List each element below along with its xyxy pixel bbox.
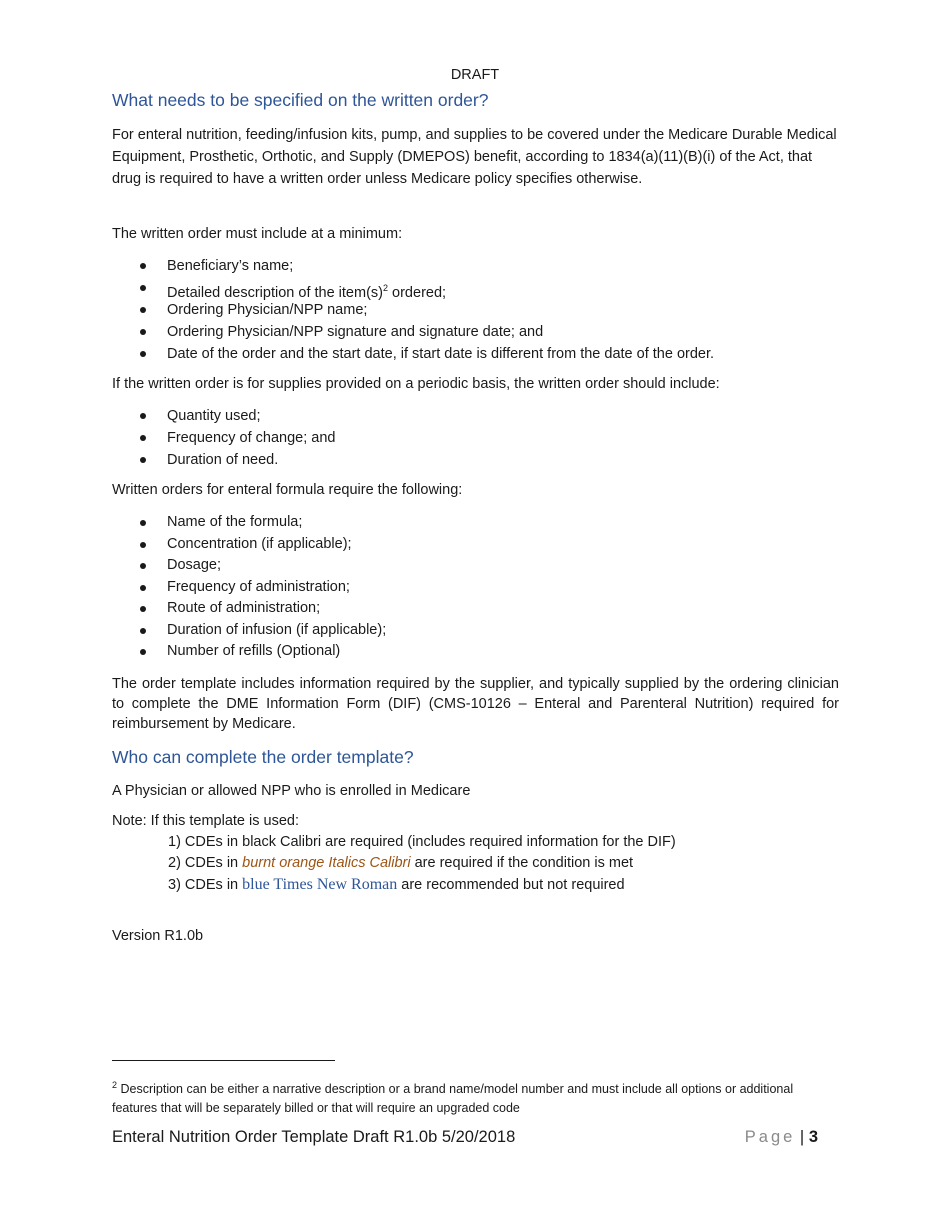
footnote-reference: 2 bbox=[383, 283, 389, 293]
minimum-intro: The written order must include at a minimum: bbox=[112, 226, 403, 242]
bullet-icon bbox=[140, 351, 146, 357]
page-footer bbox=[112, 1128, 818, 1147]
list-item: Concentration (if applicable); bbox=[140, 534, 386, 556]
list-item: Quantity used; bbox=[140, 405, 335, 427]
periodic-intro: If the written order is for supplies provided on a periodic basis, the written order should include: bbox=[112, 376, 720, 392]
bullet-icon bbox=[140, 606, 146, 612]
note-block bbox=[112, 811, 676, 896]
periodic-list bbox=[140, 405, 335, 471]
list-item: Duration of need. bbox=[140, 449, 335, 471]
list-item: Detailed description of the $item(s)^2$ ordered; bbox=[140, 277, 714, 299]
footnote-marker: 2 bbox=[112, 1079, 118, 1090]
footnote-divider bbox=[112, 1060, 335, 1061]
blue-style-sample: blue Times New Roman bbox=[242, 876, 398, 893]
minimum-list bbox=[140, 255, 714, 365]
heading-who-can-complete: Who can complete the order template? bbox=[112, 747, 414, 767]
list-item: Route of administration; bbox=[140, 598, 386, 620]
version-text: Version R1.0b bbox=[112, 928, 204, 944]
list-item: Frequency of administration; bbox=[140, 577, 386, 599]
formula-list bbox=[140, 512, 386, 663]
note-item-2: 2) CDEs in burnt orange Italics Calibri are required if the condition is met bbox=[168, 855, 634, 871]
answer-paragraph: A Physician or allowed NPP who is enrolled in Medicare bbox=[112, 783, 471, 799]
list-item: Ordering Physician/NPP name; bbox=[140, 299, 714, 321]
bullet-icon bbox=[140, 628, 146, 634]
bullet-icon bbox=[140, 585, 146, 591]
list-item: Frequency of change; and bbox=[140, 427, 335, 449]
orange-style-sample: burnt orange Italics Calibri bbox=[242, 855, 411, 871]
list-item: Name of the formula; bbox=[140, 512, 386, 534]
intro-paragraph: For enteral nutrition, feeding/infusion kits, pump, and supplies to be covered under the Medicare Durable Medical Equipment, Prosthetic, Orthotic, and Supply (DMEPOS) benefit, according to 1834(a)(11)(B)(i) of the Act, that drug is required to have a written order unless Medicare policy specifies otherwise. bbox=[112, 127, 837, 187]
bullet-icon bbox=[140, 307, 146, 313]
footer-title: Enteral Nutrition Order Template Draft R1.0b 5/20/2018 bbox=[112, 1128, 516, 1146]
note-item-1: 1) CDEs in black Calibri are required (includes required information for the DIF) bbox=[168, 834, 676, 850]
list-item: Dosage; bbox=[140, 555, 386, 577]
bullet-icon bbox=[140, 520, 146, 526]
list-item: Ordering Physician/NPP signature and signature date; and bbox=[140, 321, 714, 343]
bullet-icon bbox=[140, 457, 146, 463]
page-separator: | bbox=[795, 1128, 809, 1146]
list-item: Duration of infusion (if applicable); bbox=[140, 620, 386, 642]
bullet-icon bbox=[140, 329, 146, 335]
bullet-icon bbox=[140, 435, 146, 441]
bullet-icon bbox=[140, 563, 146, 569]
list-item: Beneficiary’s name; bbox=[140, 255, 714, 277]
list-item: Date of the order and the start date, if start date is different from the date of the order. bbox=[140, 343, 714, 365]
page-number: 3 bbox=[808, 1128, 818, 1146]
list-item: Number of refills (Optional) bbox=[140, 641, 386, 663]
bullet-icon bbox=[140, 542, 146, 548]
note-item-3: 3) CDEs in blue Times New Roman are recommended but not required bbox=[168, 876, 625, 893]
page-number-block bbox=[745, 1128, 818, 1147]
bullet-icon bbox=[140, 285, 146, 291]
note-intro: Note: If this template is used: bbox=[112, 813, 299, 829]
bullet-icon bbox=[140, 263, 146, 269]
page-label: Page bbox=[744, 1128, 796, 1146]
draft-header: DRAFT bbox=[450, 67, 500, 83]
bullet-icon bbox=[140, 413, 146, 419]
bullet-icon bbox=[140, 649, 146, 655]
footnote: $^2$ Description can be either a narrative description or a brand name/model number and must include all options or additional features that will be separately billed or that will require an upgraded code bbox=[112, 1079, 794, 1115]
template-paragraph: The order template includes information required by the supplier, and typically supplied by the ordering clinician to complete the DME Information Form (DIF) (CMS-10126 – Enteral and Parenteral Nutrition) required for reimbursement by Medicare. bbox=[112, 676, 839, 732]
heading-written-order: What needs to be specified on the written order? bbox=[112, 90, 489, 110]
formula-intro: Written orders for enteral formula require the following: bbox=[112, 482, 463, 498]
